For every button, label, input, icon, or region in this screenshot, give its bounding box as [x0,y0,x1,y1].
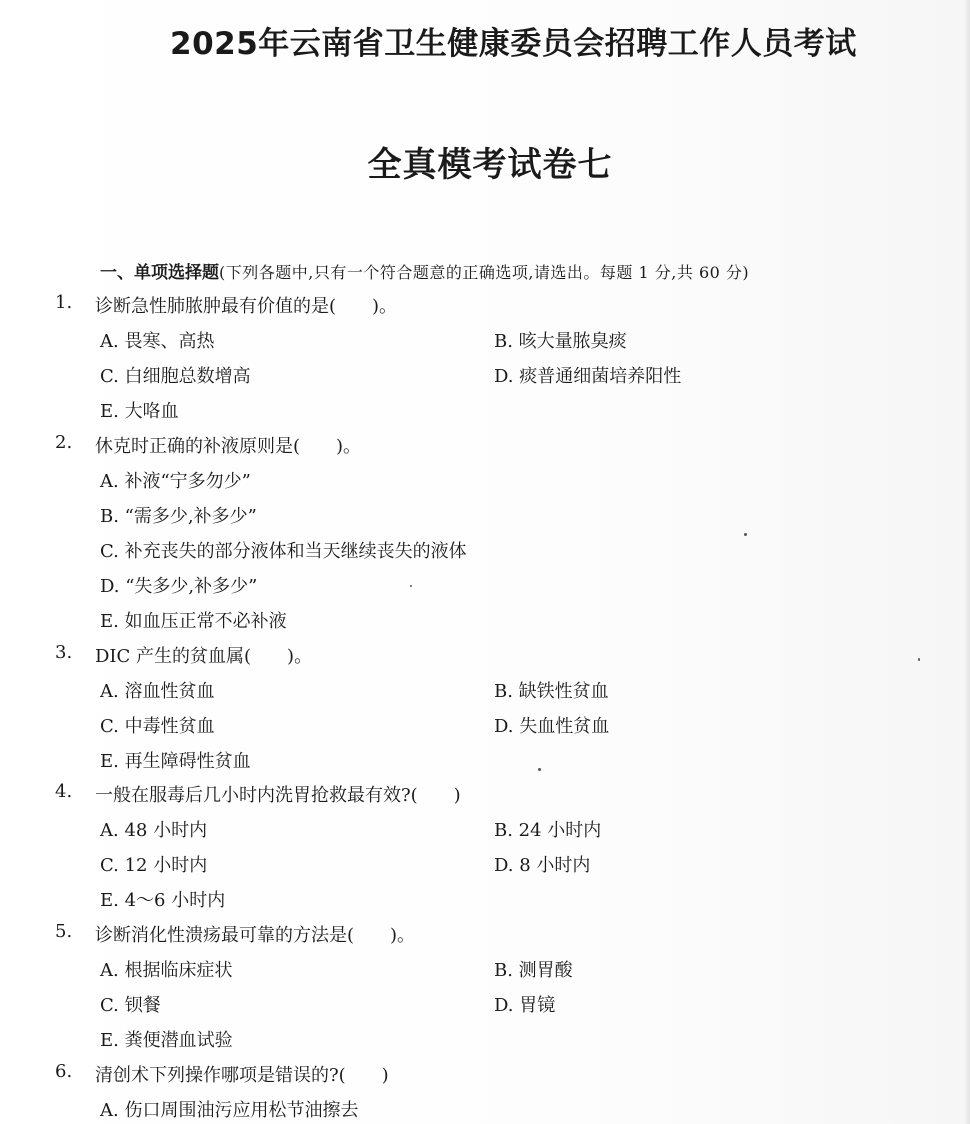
option-5b: B. 测胃酸 [494,960,573,981]
question-stem: 诊断急性肺脓肿最有价值的是( )。 [95,296,398,317]
option-3c: C. 中毒性贫血 [100,716,215,737]
section-header [100,258,749,283]
option-6a: A. 伤口周围油污应用松节油擦去 [100,1100,359,1121]
option-4e: E. 4～6 小时内 [100,890,226,911]
question-number: 1. [55,292,73,313]
option-4a: A. 48 小时内 [100,820,208,841]
option-4c: C. 12 小时内 [100,855,208,876]
question-stem: 诊断消化性溃疡最可靠的方法是( )。 [95,925,416,946]
option-2a: A. 补液“宁多勿少” [100,471,251,492]
scan-speck [918,658,920,661]
option-4d: D. 8 小时内 [494,855,591,876]
option-3b: B. 缺铁性贫血 [494,681,609,702]
option-3e: E. 再生障碍性贫血 [100,751,251,772]
option-5a: A. 根据临床症状 [100,960,233,981]
section-note: (下列各题中,只有一个符合题意的正确选项,请选出。每题 1 分,共 60 分) [219,263,750,282]
question-stem: 一般在服毒后几小时内洗胃抢救最有效?( ) [95,785,461,806]
option-1e: E. 大咯血 [100,401,179,422]
option-4b: B. 24 小时内 [494,820,602,841]
option-1a: A. 畏寒、高热 [100,331,215,352]
scan-speck [744,533,747,536]
paper-title: 全真模考试卷七 [367,145,613,185]
option-2c: C. 补充丧失的部分液体和当天继续丧失的液体 [100,541,467,562]
section-title: 一、单项选择题 [100,263,219,283]
option-5d: D. 胃镜 [494,995,556,1016]
option-5e: E. 粪便潜血试验 [100,1030,233,1051]
option-2e: E. 如血压正常不必补液 [100,611,287,632]
option-1c: C. 白细胞总数增高 [100,366,251,387]
option-5c: C. 钡餐 [100,995,161,1016]
question-number: 5. [55,921,73,942]
scan-speck [538,768,541,771]
option-2b: B. “需多少,补多少” [100,506,257,527]
question-number: 4. [55,781,73,802]
exam-heading: 2025年云南省卫生健康委员会招聘工作人员考试 [170,26,857,62]
question-stem: DIC 产生的贫血属( )。 [95,646,313,667]
option-2d: D. “失多少,补多少” [100,576,258,597]
question-stem: 清创术下列操作哪项是错误的?( ) [95,1065,389,1086]
question-stem: 休克时正确的补液原则是( )。 [95,436,362,457]
question-number: 3. [55,642,73,663]
option-3a: A. 溶血性贫血 [100,681,215,702]
question-number: 2. [55,432,73,453]
option-1d: D. 痰普通细菌培养阳性 [494,366,682,387]
question-number: 6. [55,1061,73,1082]
option-1b: B. 咳大量脓臭痰 [494,331,627,352]
option-3d: D. 失血性贫血 [494,716,610,737]
scan-speck [410,585,412,587]
